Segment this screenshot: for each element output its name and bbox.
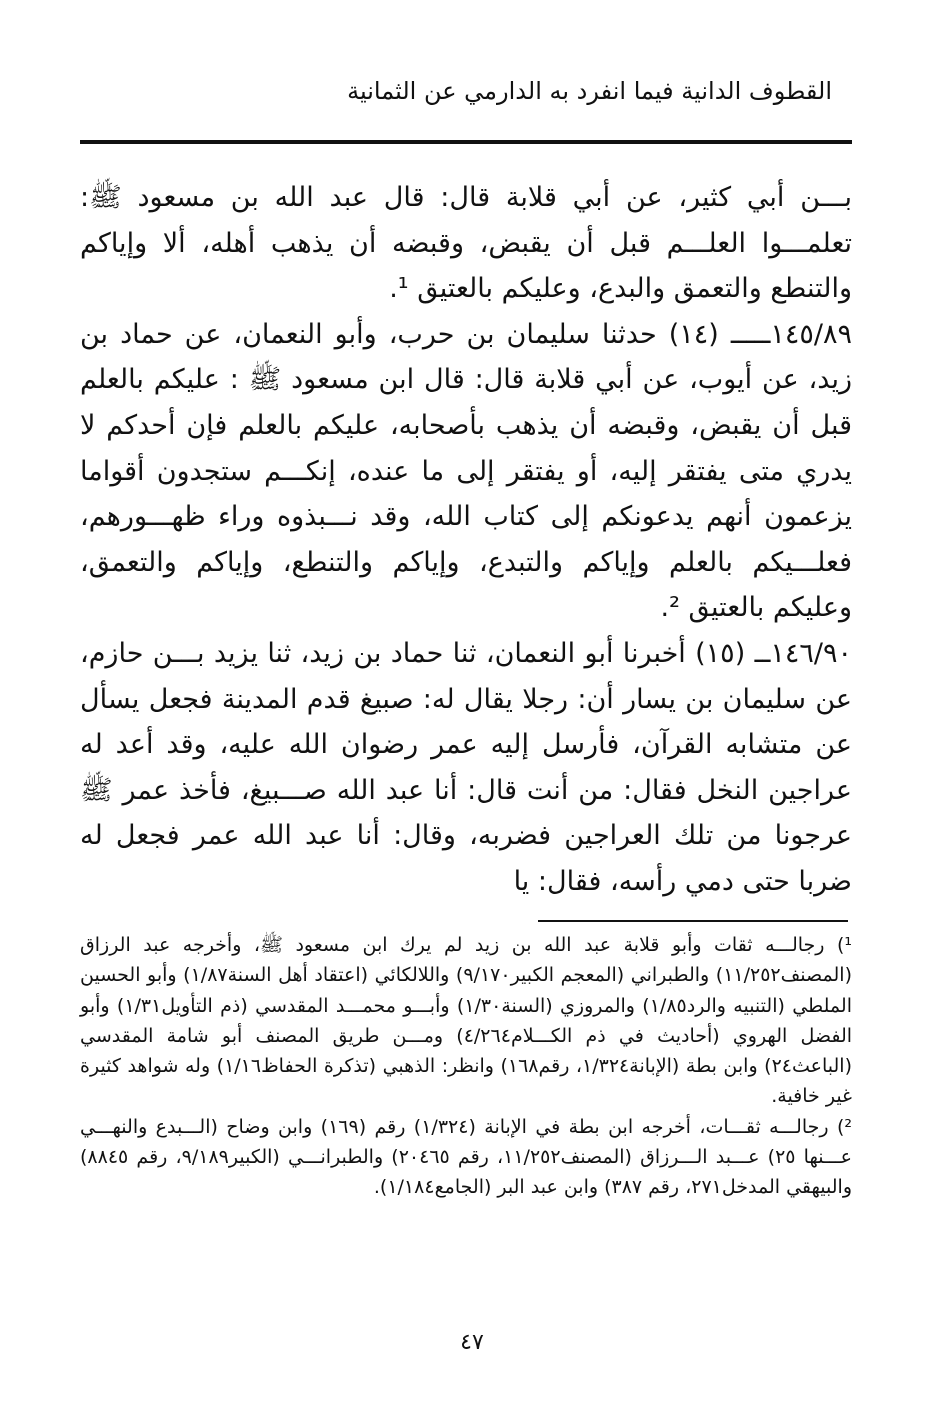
main-text xyxy=(80,175,852,905)
paragraph: ١٤٥/٨٩ـــــ (١٤) حدثنا سليمان بن حرب، وأبو النعمان، عن حماد بن زيد، عن أيوب، عن أبي قلابة قال: قال ابن مسعود ﷺ : عليكم بالعلم قبل أن يقبض، وقبضه أن يذهب بأصحابه، عليكم بالعلم فإن أحدكم لا يدري متى يفتقر إليه، أو يفتقر إلى ما عنده، إنكـــم ستجدون أقواما يزعمون أنهم يدعونكم إلى كتاب الله، وقد نـــبذوه وراء ظهـــورهم، فعلـــيكم بالعلم وإياكم والتبدع، وإياكم والتنطع، وإياكم والتعمق، وعليكم بالعتيق ². xyxy=(80,318,852,624)
footnote: ¹) رجالـــه ثقات وأبو قلابة عبد الله بن زيد لم يرك ابن مسعود ﷺ، وأخرجه عبد الرزاق (المصنف١١/٢٥٢) والطبراني (المعجم الكبير٩/١٧٠) واللالكائي (اعتقاد أهل السنة١/٨٧) وأبو الحسين الملطي (التنبيه والرد١/٨٥) والمروزي (السنة١/٣٠) وأبـــو محمـــد المقدسي (ذم التأويل١/٣١) وأبو الفضل الهروي (أحاديث في ذم الكـــلام٤/٢٦٤) ومـــن طريق المصنف أبو شامة المقدسي (الباعث٢٤) وابن بطة (الإبانة١/٣٢٤، رقم١٦٨) وانظر: الذهبي (تذكرة الحفاظ١/١٦) وله شواهد كثيرة غير خافية. xyxy=(80,934,853,1108)
footnote-rule xyxy=(538,920,848,922)
footnotes xyxy=(80,930,852,1203)
footnote: ²) رجالـــه ثقـــات، أخرجه ابن بطة في الإبانة (١/٣٢٤) رقم (١٦٩) وابن وضاح (الـــبدع والنهـــي عـــنها ٢٥) عـــبد الـــرزاق (المصنف١١/٢٥٢، رقم ٢٠٤٦٥) والطبرانـــي (الكبير٩/١٨٩، رقم ٨٨٤٥) والبيهقي المدخل٢٧١، رقم ٣٨٧) وابن عبد البر (الجامع١/١٨٤). xyxy=(80,1115,852,1199)
header-rule xyxy=(80,140,852,144)
paragraph: ١٤٦/٩٠ــ (١٥) أخبرنا أبو النعمان، ثنا حماد بن زيد، ثنا يزيد بـــن حازم، عن سليمان بن يسار أن: رجلا يقال له: صبيغ قدم المدينة فجعل يسأل عن متشابه القرآن، فأرسل إليه عمر رضوان الله عليه، وقد أعد له عراجين النخل فقال: من أنت قال: أنا عبد الله صـــبيغ، فأخذ عمر ﷺ عرجونا من تلك العراجين فضربه، وقال: أنا عبد الله عمر فجعل له ضربا حتى دمي رأسه، فقال: يا xyxy=(80,637,852,897)
running-header: القطوف الدانية فيما انفرد به الدارمي عن الثمانية xyxy=(347,77,832,105)
paragraph: بـــن أبي كثير، عن أبي قلابة قال: قال عبد الله بن مسعود ﷺ: تعلمـــوا العلـــم قبل أن يقبض، وقبضه أن يذهب أهله، ألا وإياكم والتنطع والتعمق والبدع، وعليكم بالعتيق ¹. xyxy=(80,182,852,305)
page-number: ٤٧ xyxy=(460,1330,484,1355)
